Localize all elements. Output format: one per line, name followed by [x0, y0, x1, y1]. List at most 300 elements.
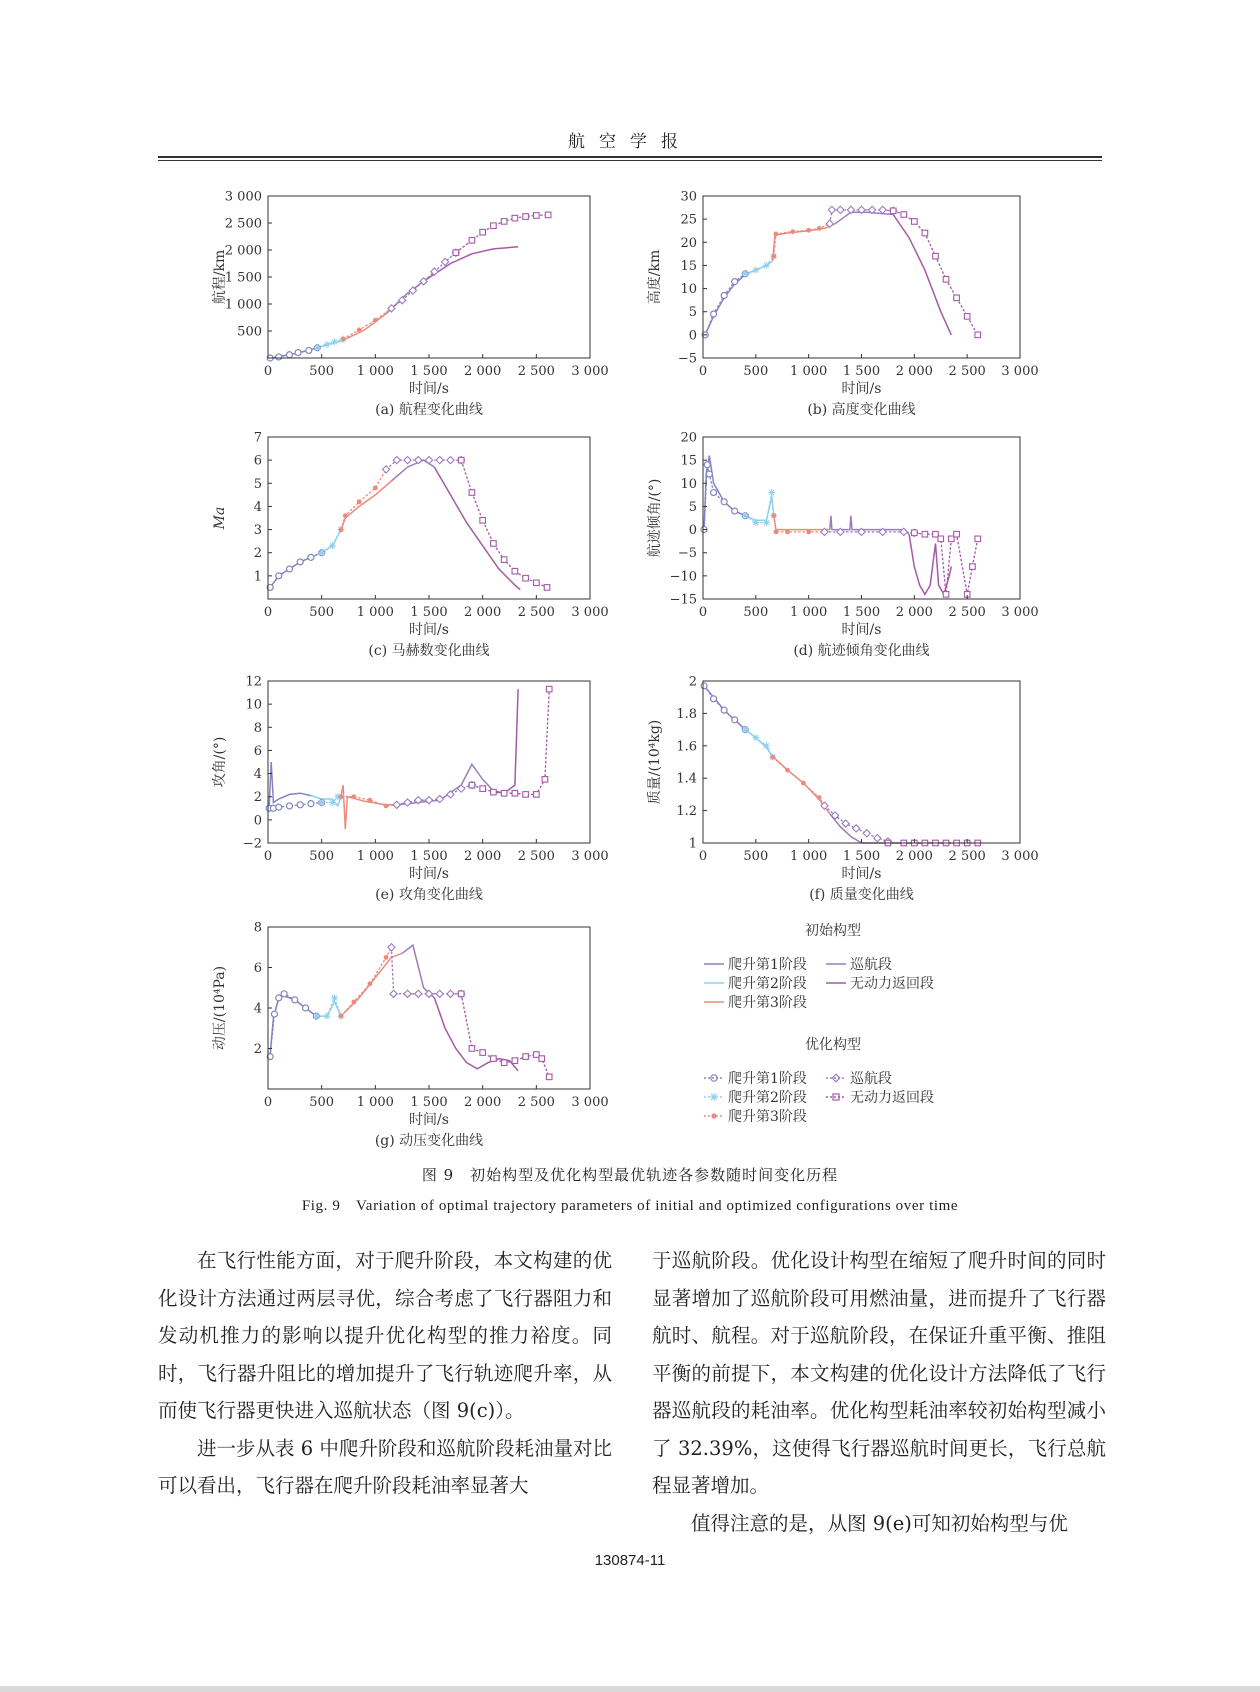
point-glide: [480, 786, 486, 792]
point-climb1: [295, 350, 301, 356]
point-cruise: [382, 466, 389, 473]
point-climb1: [711, 311, 717, 317]
point-climb3: [341, 337, 346, 342]
point-glide: [890, 208, 896, 214]
point-climb3: [817, 795, 822, 800]
page-number: 130874-11: [594, 1552, 666, 1569]
subfigure-caption: (e) 攻角变化曲线: [375, 887, 483, 903]
point-climb3: [343, 513, 348, 518]
x-tick-label: 1 000: [790, 605, 828, 620]
body-left-column: [158, 1242, 612, 1505]
x-tick-label: 1 000: [356, 849, 394, 864]
point-glide: [453, 250, 459, 256]
point-glide: [534, 792, 540, 798]
x-tick-label: 2 000: [464, 849, 502, 864]
point-climb1: [286, 803, 292, 809]
markers-glide: [458, 457, 549, 590]
point-glide: [922, 531, 928, 537]
x-axis-label: 时间/s: [409, 1112, 449, 1128]
markers-cruise: [382, 457, 464, 473]
point-climb3: [790, 229, 795, 234]
y-tick-label: 6: [253, 743, 262, 759]
subfigure-caption: (c) 马赫数变化曲线: [368, 643, 490, 659]
point-cruise: [404, 990, 411, 997]
series-optimized-climb3: [341, 469, 386, 529]
point-cruise: [425, 797, 432, 804]
point-climb3: [771, 254, 776, 259]
point-climb1: [706, 471, 712, 477]
point-cruise: [415, 990, 422, 997]
x-tick-label: 500: [309, 605, 335, 620]
plot-frame: [268, 681, 590, 843]
point-climb3: [806, 228, 811, 233]
markers-climb3: [771, 513, 827, 534]
x-tick-label: 2 500: [948, 364, 986, 379]
x-tick-label: 3 000: [571, 849, 609, 864]
y-tick-label: 1.6: [676, 739, 697, 755]
legend-marker-icon: [704, 1090, 724, 1104]
point-climb1: [732, 717, 738, 723]
figure-caption-cn: 图 9 初始构型及优化构型最优轨迹各参数随时间变化历程: [421, 1166, 839, 1184]
point-cruise: [879, 206, 886, 213]
point-glide: [975, 536, 981, 542]
markers-cruise: [826, 206, 897, 227]
subfigure-caption: (b) 高度变化曲线: [807, 402, 916, 418]
markers-glide: [469, 686, 552, 797]
series-initial-climb1: [705, 275, 745, 335]
point-climb1: [286, 352, 292, 358]
chart-g: [206, 911, 618, 1161]
point-cruise: [404, 799, 411, 806]
point-climb3: [384, 804, 389, 809]
point-climb3: [339, 527, 344, 532]
y-tick-label: 5: [688, 499, 697, 515]
point-cruise: [874, 835, 881, 842]
point-climb2: [742, 270, 749, 277]
point-cruise: [436, 990, 443, 997]
y-tick-label: −10: [669, 569, 697, 585]
subfigure-caption: (a) 航程变化曲线: [375, 402, 483, 418]
point-climb2: [313, 1013, 320, 1020]
point-glide: [501, 557, 507, 563]
series-optimized-climb1: [705, 274, 745, 335]
y-tick-label: −5: [677, 546, 697, 562]
x-tick-label: 1 000: [356, 605, 394, 620]
y-tick-label: 4: [253, 1001, 262, 1017]
x-axis-label: 时间/s: [409, 866, 449, 882]
y-tick-label: 4: [253, 499, 262, 515]
plot-frame: [703, 196, 1020, 358]
y-tick-label: 0: [688, 328, 697, 344]
series-initial-climb3: [773, 224, 835, 261]
series-initial-glide: [434, 467, 520, 590]
series-initial-cruise: [397, 764, 494, 805]
markers-glide: [453, 212, 551, 255]
x-tick-label: 3 000: [1001, 605, 1039, 620]
x-tick-label: 1 000: [356, 1095, 394, 1110]
y-axis-label: 攻角/(°): [212, 736, 228, 788]
point-glide: [542, 777, 548, 783]
point-glide: [480, 518, 486, 524]
y-tick-label: 7: [253, 430, 262, 446]
point-glide: [933, 253, 939, 259]
point-glide: [491, 223, 497, 229]
point-climb3: [373, 486, 378, 491]
series-optimized-glide: [461, 460, 547, 587]
point-glide: [901, 212, 907, 218]
x-tick-label: 500: [743, 605, 769, 620]
point-climb3: [384, 955, 389, 960]
markers-climb3: [339, 467, 389, 532]
x-tick-label: 2 500: [948, 849, 986, 864]
point-climb1: [704, 462, 710, 468]
point-climb1: [721, 293, 727, 299]
point-climb2: [768, 489, 775, 496]
y-tick-label: 30: [680, 189, 697, 205]
header-rule-thick: [158, 156, 1102, 158]
point-climb2: [329, 542, 336, 549]
series-optimized-climb1: [270, 994, 316, 1057]
series-initial-climb2: [745, 497, 774, 520]
x-axis-label: 时间/s: [841, 622, 882, 638]
point-climb3: [368, 981, 373, 986]
point-climb1: [303, 1005, 309, 1011]
point-glide: [501, 790, 507, 796]
point-climb2: [314, 344, 321, 351]
legend-line-icon: [704, 995, 724, 1009]
point-cruise: [447, 990, 454, 997]
point-glide: [954, 295, 960, 301]
point-climb3: [785, 768, 790, 773]
x-axis-label: 时间/s: [409, 622, 449, 638]
x-tick-label: 3 000: [1001, 364, 1039, 379]
paragraph: 于巡航阶段。优化设计构型在缩短了爬升时间的同时显著增加了巡航阶段可用燃油量，进而提升了飞行器航时、航程。对于巡航阶段，在保证升重平衡、推阻平衡的前提下，本文构建的优化设计方法降低了飞行器巡航段的耗油率。优化构型耗油率较初始构型减小了 32.39%，这使得飞行器巡航时间更长，飞行总航程显著增加。: [652, 1249, 1106, 1497]
y-tick-label: 10: [680, 282, 697, 298]
point-glide: [458, 991, 464, 997]
point-glide: [975, 332, 981, 338]
x-axis-label: 时间/s: [841, 381, 882, 397]
x-tick-label: 2 500: [517, 1095, 555, 1110]
x-tick-label: 0: [698, 849, 708, 864]
point-glide: [512, 1058, 518, 1064]
series-optimized-climb3: [773, 757, 825, 806]
x-tick-label: 0: [698, 364, 708, 379]
point-glide: [546, 1074, 552, 1080]
point-glide: [938, 536, 944, 542]
point-glide: [523, 1054, 529, 1060]
point-cruise: [828, 206, 835, 213]
plot-frame: [703, 681, 1020, 843]
markers-climb1: [267, 345, 320, 361]
y-tick-label: 20: [680, 430, 697, 446]
paragraph: 进一步从表 6 中爬升阶段和巡航阶段耗油量对比可以看出，飞行器在爬升阶段耗油率显著大: [158, 1436, 612, 1497]
point-glide: [512, 215, 518, 221]
x-tick-label: 0: [698, 605, 708, 620]
point-glide: [912, 530, 918, 536]
y-tick-label: 1: [253, 569, 262, 585]
point-climb3: [801, 781, 806, 786]
point-climb1: [308, 554, 314, 560]
x-tick-label: 2 500: [517, 364, 555, 379]
point-climb3: [774, 529, 779, 534]
legend-title-initial: 初始构型: [805, 923, 861, 939]
x-tick-label: 3 000: [571, 364, 609, 379]
point-climb3: [339, 794, 344, 799]
chart-a: [206, 180, 618, 430]
x-tick-label: 0: [263, 605, 273, 620]
point-cruise: [388, 944, 395, 951]
point-cruise: [390, 990, 397, 997]
point-cruise: [826, 220, 833, 227]
x-tick-label: 500: [743, 849, 769, 864]
point-cruise: [863, 830, 870, 837]
x-tick-label: 2 500: [517, 605, 555, 620]
y-tick-label: 15: [680, 258, 697, 274]
point-climb2: [763, 262, 770, 269]
x-tick-label: 1 500: [410, 364, 448, 379]
legend-marker-icon: [704, 1071, 724, 1085]
point-glide: [943, 277, 949, 283]
y-tick-label: 1 000: [224, 297, 262, 313]
y-tick-label: 1.4: [676, 771, 697, 787]
y-axis-label: 航迹倾角/(°): [647, 478, 663, 558]
markers-cruise: [393, 782, 475, 809]
point-climb2: [324, 341, 331, 348]
y-tick-label: 8: [253, 720, 262, 736]
point-cruise: [393, 801, 400, 808]
point-cruise: [837, 206, 844, 213]
point-climb2: [318, 549, 325, 556]
point-climb1: [281, 991, 287, 997]
series-initial-climb2: [745, 730, 771, 756]
point-glide: [491, 1056, 497, 1062]
point-glide: [523, 792, 529, 798]
point-glide: [912, 219, 918, 225]
markers-climb3: [339, 945, 394, 1019]
point-climb1: [271, 1011, 277, 1017]
series-initial-glide: [493, 689, 518, 793]
point-glide: [954, 531, 960, 537]
point-glide: [545, 212, 551, 218]
x-tick-label: 500: [309, 1095, 335, 1110]
point-climb2: [742, 512, 749, 519]
journal-header: 航空学报: [568, 132, 692, 152]
subfigure-caption: (d) 航迹倾角变化曲线: [793, 643, 930, 659]
x-tick-label: 1 500: [410, 1095, 448, 1110]
series-optimized-climb3: [343, 308, 391, 339]
point-climb3: [770, 755, 775, 760]
x-tick-label: 1 500: [410, 849, 448, 864]
point-glide: [469, 490, 475, 496]
y-axis-label: 动压/(10⁴Pa): [212, 965, 228, 1051]
x-tick-label: 1 500: [410, 605, 448, 620]
series-optimized-climb2: [316, 998, 341, 1016]
y-axis-label: 质量/(10⁴kg): [647, 719, 663, 805]
point-glide: [970, 564, 976, 570]
point-climb2: [331, 338, 338, 345]
figure-caption-en: Fig. 9 Variation of optimal trajectory parameters of initial and optimized configurations over time: [301, 1198, 959, 1214]
figure-legend: 初始构型 爬升第1阶段 爬升第2阶段 爬升第3阶段 巡航段 无动力返回段 优化构型 爬升第1阶段 爬升第2阶段 爬升第3阶段 巡航段 无动力返回段: [680, 920, 1000, 1120]
y-tick-label: 5: [253, 476, 262, 492]
point-climb3: [357, 328, 362, 333]
x-tick-label: 1 000: [356, 364, 394, 379]
x-axis-label: 时间/s: [841, 866, 882, 882]
chart-e: [206, 665, 618, 915]
y-tick-label: 6: [253, 961, 262, 976]
point-glide: [943, 592, 949, 598]
x-tick-label: 1 500: [842, 364, 881, 379]
point-climb3: [806, 529, 811, 534]
point-climb3: [357, 499, 362, 504]
point-climb1: [286, 566, 292, 572]
x-tick-label: 0: [263, 849, 273, 864]
y-tick-label: 1: [688, 836, 697, 852]
viewer-scrollbar: [0, 1686, 1260, 1692]
point-climb1: [276, 573, 282, 579]
point-glide: [523, 575, 529, 581]
x-tick-label: 3 000: [571, 605, 609, 620]
series-initial-climb3: [774, 516, 830, 530]
legend-marker-icon: [704, 1109, 724, 1123]
y-tick-label: −5: [677, 351, 697, 367]
subfigure-caption: (f) 质量变化曲线: [809, 887, 914, 903]
point-climb1: [306, 347, 312, 353]
point-cruise: [436, 457, 443, 464]
y-tick-label: 1.8: [676, 706, 697, 722]
point-climb1: [732, 508, 738, 514]
y-tick-label: 8: [253, 920, 262, 936]
y-tick-label: 3: [253, 523, 262, 539]
y-tick-label: 3 000: [224, 189, 262, 205]
point-climb1: [711, 696, 717, 702]
point-climb2: [742, 726, 749, 733]
point-cruise: [436, 795, 443, 802]
point-glide: [512, 790, 518, 796]
markers-cruise: [821, 802, 892, 845]
x-axis-label: 时间/s: [409, 381, 449, 397]
point-climb1: [276, 804, 282, 810]
x-tick-label: 1 000: [790, 849, 828, 864]
point-climb2: [331, 994, 338, 1001]
series-initial-climb2: [311, 530, 341, 558]
point-glide: [512, 568, 518, 574]
legend-marker-icon: [826, 1071, 846, 1085]
point-climb2: [752, 267, 759, 274]
point-climb3: [373, 318, 378, 323]
y-tick-label: −15: [669, 592, 697, 608]
legend-marker-icon: [826, 1090, 846, 1104]
point-climb3: [774, 232, 779, 237]
x-tick-label: 3 000: [1001, 849, 1039, 864]
x-tick-label: 0: [263, 364, 273, 379]
point-climb2: [763, 742, 770, 749]
point-glide: [534, 1052, 540, 1058]
subfigure-caption: (g) 动压变化曲线: [374, 1133, 484, 1149]
point-cruise: [447, 791, 454, 798]
series-optimized-cruise: [391, 947, 461, 994]
point-glide: [539, 1056, 545, 1062]
paragraph: 值得注意的是，从图 9(e)可知初始构型与优: [691, 1511, 1068, 1535]
body-right-column: [652, 1242, 1106, 1542]
y-tick-label: 2: [253, 546, 262, 562]
point-climb3: [771, 513, 776, 518]
chart-c: [206, 421, 618, 671]
point-glide: [964, 314, 970, 320]
point-glide: [501, 1060, 507, 1066]
point-climb2: [752, 519, 759, 526]
y-tick-label: 2 500: [224, 216, 262, 232]
point-glide: [544, 585, 550, 591]
x-tick-label: 1 000: [790, 364, 828, 379]
x-tick-label: 500: [309, 364, 335, 379]
y-tick-label: 0: [253, 813, 262, 829]
header-rule-thin: [158, 160, 1102, 161]
point-glide: [480, 229, 486, 235]
series-optimized-climb2: [322, 530, 341, 553]
y-tick-label: 500: [237, 324, 262, 340]
x-tick-label: 2 000: [464, 1095, 502, 1110]
point-climb3: [351, 794, 356, 799]
point-climb1: [297, 802, 303, 808]
x-tick-label: 1 500: [842, 605, 881, 620]
point-climb2: [752, 734, 759, 741]
point-climb1: [732, 279, 738, 285]
point-climb2: [329, 799, 336, 806]
paragraph: 在飞行性能方面，对于爬升阶段，本文构建的优化设计方法通过两层寻优，综合考虑了飞行器阻力和发动机推力的影响以提升优化构型的推力裕度。同时，飞行器升阻比的增加提升了飞行轨迹爬升率，从而使飞行器更快进入巡航状态（图 9(c)）。: [158, 1249, 612, 1422]
point-climb1: [721, 499, 727, 505]
point-glide: [480, 1050, 486, 1056]
series-initial-climb3: [341, 481, 391, 530]
series-initial-glide: [424, 247, 518, 281]
legend-line-icon: [826, 976, 846, 990]
point-glide: [491, 541, 497, 547]
point-climb3: [368, 798, 373, 803]
point-cruise: [853, 825, 860, 832]
point-climb2: [324, 1013, 331, 1020]
y-tick-label: −2: [242, 836, 262, 852]
point-cruise: [404, 457, 411, 464]
point-cruise: [447, 457, 454, 464]
point-climb1: [276, 354, 282, 360]
y-tick-label: 15: [680, 453, 697, 469]
y-tick-label: 5: [688, 305, 697, 321]
point-glide: [523, 214, 529, 220]
y-tick-label: 10: [245, 697, 262, 713]
x-tick-label: 2 000: [464, 605, 502, 620]
x-tick-label: 2 000: [895, 364, 933, 379]
point-glide: [491, 789, 497, 795]
chart-b: [641, 180, 1048, 430]
y-tick-label: 20: [680, 235, 697, 251]
y-tick-label: 12: [245, 674, 262, 690]
legend-line-icon: [704, 976, 724, 990]
point-glide: [534, 580, 540, 586]
y-tick-label: 1 500: [224, 270, 262, 286]
chart-f: [641, 665, 1048, 915]
point-cruise: [842, 820, 849, 827]
point-climb1: [721, 707, 727, 713]
point-glide: [469, 782, 475, 788]
series-initial-climb1: [269, 762, 311, 808]
point-glide: [534, 213, 540, 219]
point-glide: [922, 230, 928, 236]
y-tick-label: 25: [680, 212, 697, 228]
point-climb3: [351, 1000, 356, 1005]
point-climb2: [318, 799, 325, 806]
x-tick-label: 500: [309, 849, 335, 864]
markers-climb1: [267, 991, 319, 1060]
point-climb1: [276, 995, 282, 1001]
